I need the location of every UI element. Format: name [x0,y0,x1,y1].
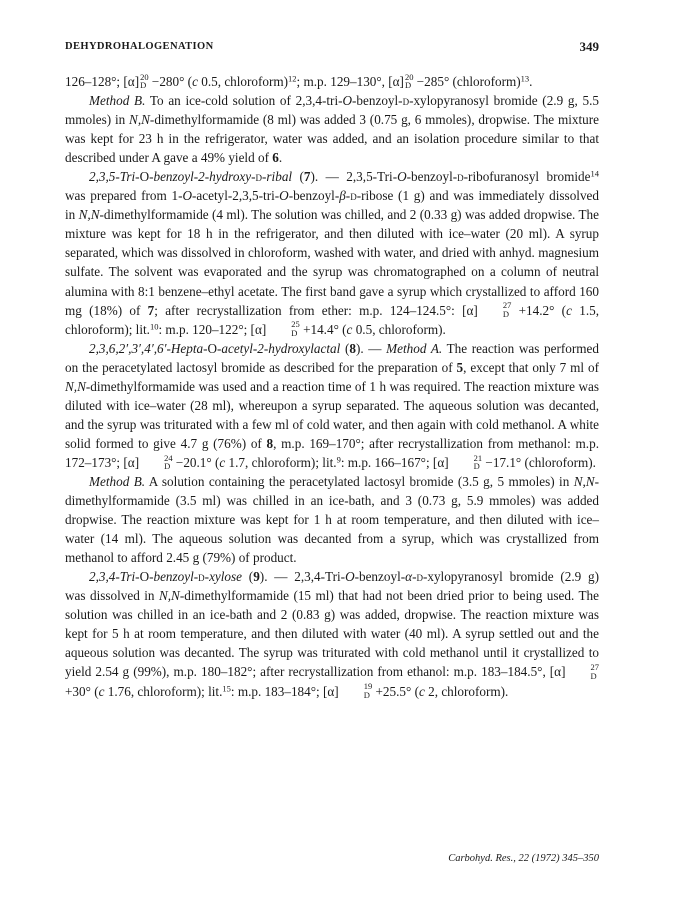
page-number: 349 [579,39,599,54]
paragraph-method-b-8: Method B. A solution containing the peracetylated lactosyl bromide (3.5 g, 5 mmoles) in N,N-dimethylformamide (3.5 ml) was chilled in an ice-bath, and 3 (0.73 g, 5.9 mmoles) was added dropwise. The reaction mixture was kept for 1 h at room temperature, and then diluted with ice–water (14 ml). The aqueous solution was decanted from a syrup, which was crystallized from methanol to afford 2.45 g (79%) of product. [65,473,599,566]
paragraph-compound-8: 2,3,6,2′,3′,4′,6′-Hepta-O-acetyl-2-hydroxylactal (8). — Method A. The reaction was performed on the peracetylated lactosyl bromide as described for the preparation of 5, except that only 7 ml of N,N-dimethylformamide was used and a reaction time of 1 h was required. The reaction mixture was diluted with ice–water (28 ml), whereupon a syrup separated. The aqueous solution was decanted, and the syrup was triturated with a few ml of cold water, and then again with cold methanol. A white solid formed to give 4.7 g (76%) of 8, m.p. 169–170°; after recrystallization from methanol: m.p. 172–173°; [α] 24 D −20.1° (c 1.7, chloroform); lit.$^9$: m.p. 166–167°; [α] 21 D −17.1° (chloroform). [65,340,599,472]
running-title: DEHYDROHALOGENATION [65,41,214,52]
paragraph-compound-7: 2,3,5-Tri-O-benzoyl-2-hydroxy-d-ribal (7). — 2,3,5-Tri-O-benzoyl-d-ribofuranosyl bromide$^{14}$ was prepared from 1-O-acetyl-2,3,5-tri-O-benzoyl-β-d-ribose (1 g) and was immediately dissolved in N,N-dimethylformamide (4 ml). The solution was chilled, and 2 (0.33 g) was added dropwise. The mixture was kept for 18 h in the refrigerator, and then diluted with ice–water (20 ml). A syrup separated, which was dissolved in chloroform, washed with water, and dried with anhyd. magnesium sulfate. The solvent was evaporated and the syrup was chromatographed on a column of neutral alumina with 8:1 benzene–ethyl acetate. The first band gave a syrup which crystallized to afford 160 mg (18%) of 7; after recrystallization from ether: m.p. 124–124.5°: [α] 27 D +14.2° (c 1.5, chloroform); lit.$^{10}$: m.p. 120–122°; [α] 25 D +14.4° (c 0.5, chloroform). [65,168,600,338]
paragraph-compound-9: 2,3,4-Tri-O-benzoyl-d-xylose (9). — 2,3,4-Tri-O-benzoyl-α-d-xylopyranosyl bromide (2.9 g) was dissolved in N,N-dimethylformamide (15 ml) that had not been dried prior to being used. The solution was chilled in an ice-bath and 2 (0.83 g) was added, dropwise. The reaction mixture was kept for 5 h at room temperature, and then diluted with water (40 ml). A syrup settled out and the aqueous solution was decanted. The syrup was triturated with cold methanol until it crystallized to yield 2.54 g (99%), m.p. 180–182°; after recrystallization from ethanol: m.p. 183–184.5°, [α] 27 D +30° (c 1.76, chloroform); lit.$^{15}$: m.p. 183–184°; [α] 19 D +25.5° (c 2, chloroform). [65,569,599,700]
paragraph-method-b-6: Method B. To an ice-cold solution of 2,3,4-tri-O-benzoyl-d-xylopyranosyl bromide (2.9 g, 5.5 mmoles) in N,N-dimethylformamide (8 ml) was added 3 (0.75 g, 6 mmoles), dropwise. The mixture was kept for 23 h in the refrigerator, water was added, and an isolation procedure similar to that described under A gave a 49% yield of 6. [65,93,600,166]
journal-citation: Carbohyd. Res., 22 (1972) 345–350 [448,853,599,864]
running-head [65,41,599,57]
paragraph-continued: 126–128°; [α] 20 D −280° (c 0.5, chloroform)$^{12}$; m.p. 129–130°, [α] 20 D −285° (chloroform)$^{13}$. [65,71,533,91]
article-body [65,72,599,701]
